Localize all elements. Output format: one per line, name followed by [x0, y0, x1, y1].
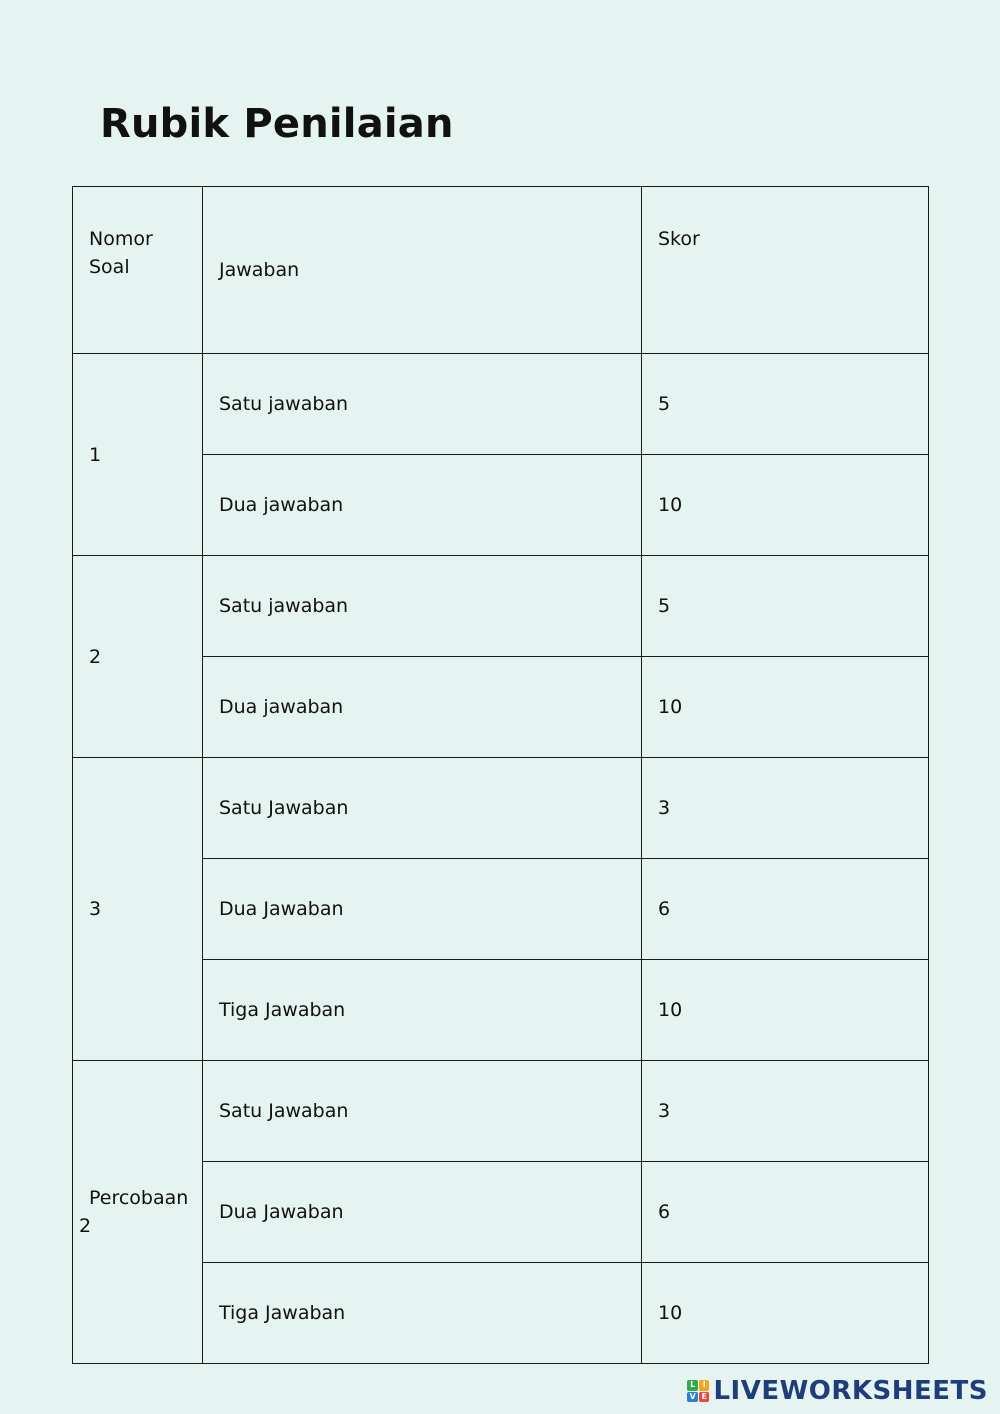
jawaban-cell: Dua jawaban: [203, 657, 642, 758]
jawaban-cell: Tiga Jawaban: [203, 960, 642, 1061]
skor-cell: 10: [642, 960, 929, 1061]
page-title: Rubik Penilaian: [100, 101, 454, 147]
logo-letter-l: L: [687, 1380, 698, 1391]
brand-text: LIVEWORKSHEETS: [713, 1376, 988, 1406]
nomor-soal-cell: 2: [73, 556, 203, 758]
skor-cell: 10: [642, 1263, 929, 1364]
header-skor: Skor: [642, 187, 929, 354]
jawaban-cell: Dua Jawaban: [203, 859, 642, 960]
liveworksheets-brand[interactable]: [687, 1376, 988, 1406]
logo-letter-i: I: [699, 1380, 710, 1391]
nomor-soal-cell: 1: [73, 354, 203, 556]
nomor-soal-cell-percobaan: [73, 1061, 203, 1364]
nomor-soal-line2: 2: [79, 1215, 92, 1237]
skor-cell: 10: [642, 657, 929, 758]
header-nomor-soal-line2: Soal: [89, 256, 130, 278]
table-row: [73, 556, 929, 657]
jawaban-cell: Dua Jawaban: [203, 1162, 642, 1263]
skor-cell: 6: [642, 1162, 929, 1263]
header-jawaban: Jawaban: [203, 187, 642, 354]
skor-cell: 10: [642, 455, 929, 556]
nomor-soal-line1: Percobaan: [89, 1187, 189, 1209]
jawaban-cell: Satu jawaban: [203, 556, 642, 657]
table-row: [73, 354, 929, 455]
jawaban-cell: Satu jawaban: [203, 354, 642, 455]
liveworksheets-logo-icon: [687, 1380, 709, 1402]
skor-cell: 3: [642, 1061, 929, 1162]
nomor-soal-cell: 3: [73, 758, 203, 1061]
table-header-row: [73, 187, 929, 354]
skor-cell: 5: [642, 556, 929, 657]
skor-cell: 6: [642, 859, 929, 960]
jawaban-cell: Tiga Jawaban: [203, 1263, 642, 1364]
jawaban-cell: Dua jawaban: [203, 455, 642, 556]
header-nomor-soal: [73, 187, 203, 354]
table-row: [73, 1061, 929, 1162]
skor-cell: 5: [642, 354, 929, 455]
table-row: [73, 758, 929, 859]
jawaban-cell: Satu Jawaban: [203, 758, 642, 859]
logo-letter-v: V: [687, 1392, 698, 1403]
skor-cell: 3: [642, 758, 929, 859]
header-nomor-soal-line1: Nomor: [89, 228, 153, 250]
rubric-table: [72, 186, 929, 1364]
jawaban-cell: Satu Jawaban: [203, 1061, 642, 1162]
logo-letter-e: E: [699, 1392, 710, 1403]
